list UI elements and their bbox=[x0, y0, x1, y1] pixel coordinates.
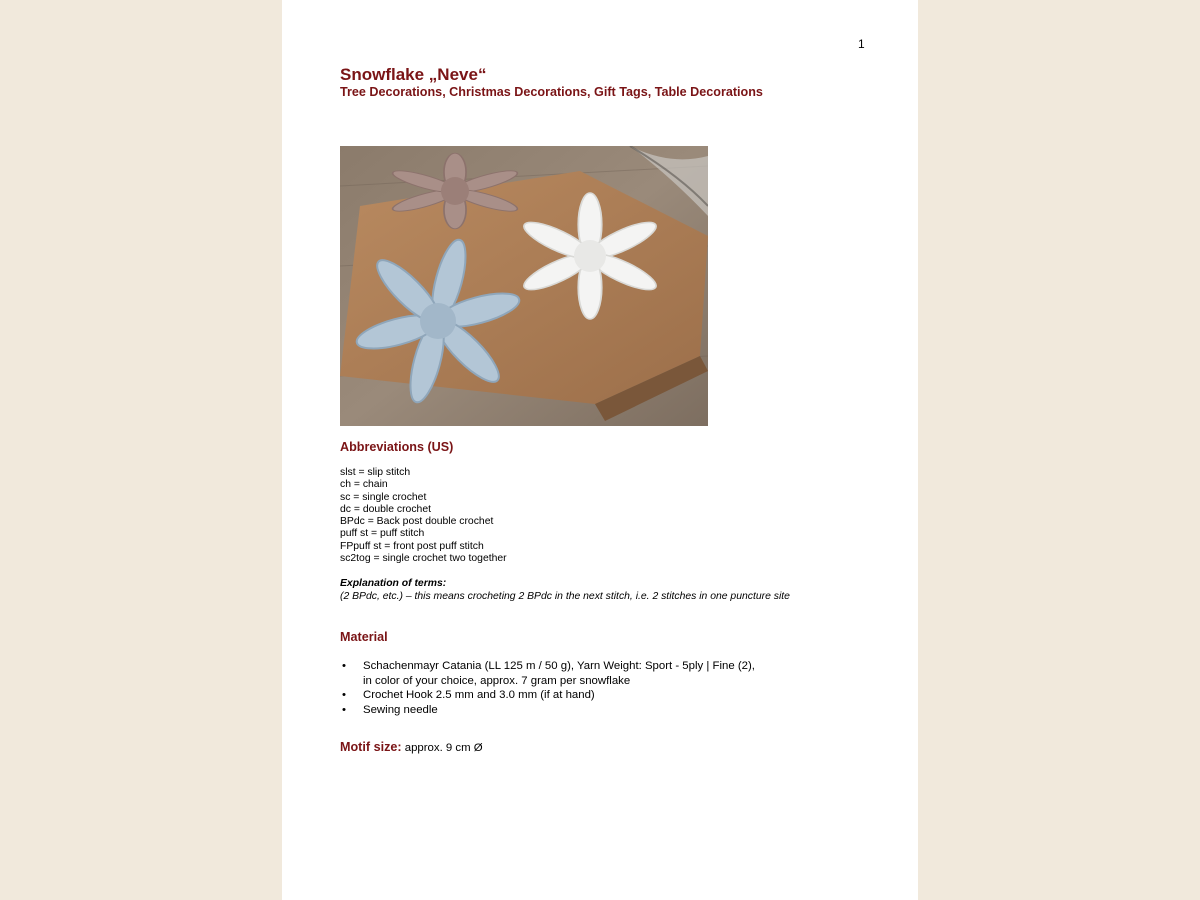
abbreviation-item: BPdc = Back post double crochet bbox=[340, 516, 494, 528]
material-item-line: Crochet Hook 2.5 mm and 3.0 mm (if at hand) bbox=[363, 689, 595, 701]
material-item-line: Schachenmayr Catania (LL 125 m / 50 g), Yarn Weight: Sport - 5ply | Fine (2), bbox=[363, 660, 755, 672]
material-item-line: in color of your choice, approx. 7 gram per snowflake bbox=[363, 674, 631, 687]
document-page bbox=[282, 0, 918, 900]
document-subtitle: Tree Decorations, Christmas Decorations, Gift Tags, Table Decorations bbox=[340, 85, 763, 99]
abbreviations-list bbox=[340, 467, 507, 565]
abbreviation-item: sc = single crochet bbox=[340, 491, 427, 503]
bullet-icon: • bbox=[342, 660, 346, 672]
material-item bbox=[340, 659, 755, 688]
abbreviation-item: sc2tog = single crochet two together bbox=[340, 553, 507, 565]
motif-size-value: approx. 9 cm Ø bbox=[401, 742, 483, 754]
document-title: Snowflake „Neve“ bbox=[340, 65, 487, 84]
abbreviation-item: slst = slip stitch bbox=[340, 467, 411, 478]
material-heading: Material bbox=[340, 630, 388, 644]
material-item bbox=[340, 703, 755, 718]
material-list bbox=[340, 659, 755, 717]
abbreviation-item: ch = chain bbox=[340, 479, 388, 491]
abbreviation-item: FPpuff st = front post puff stitch bbox=[340, 540, 484, 552]
explanation-text: (2 BPdc, etc.) – this means crocheting 2 BPdc in the next stitch, i.e. 2 stitches in one puncture site bbox=[340, 591, 790, 602]
bullet-icon: • bbox=[342, 689, 346, 701]
abbreviation-item: puff st = puff stitch bbox=[340, 528, 425, 540]
abbreviations-heading: Abbreviations (US) bbox=[340, 440, 454, 454]
snowflakes-photo bbox=[340, 146, 708, 426]
motif-size bbox=[340, 740, 483, 754]
abbreviation-item: dc = double crochet bbox=[340, 503, 431, 515]
material-item bbox=[340, 688, 755, 703]
page-number: 1 bbox=[858, 37, 865, 51]
bullet-icon: • bbox=[342, 703, 346, 716]
explanation-title: Explanation of terms: bbox=[340, 578, 447, 589]
material-item-line: Sewing needle bbox=[363, 703, 438, 716]
motif-size-label: Motif size: bbox=[340, 740, 402, 754]
